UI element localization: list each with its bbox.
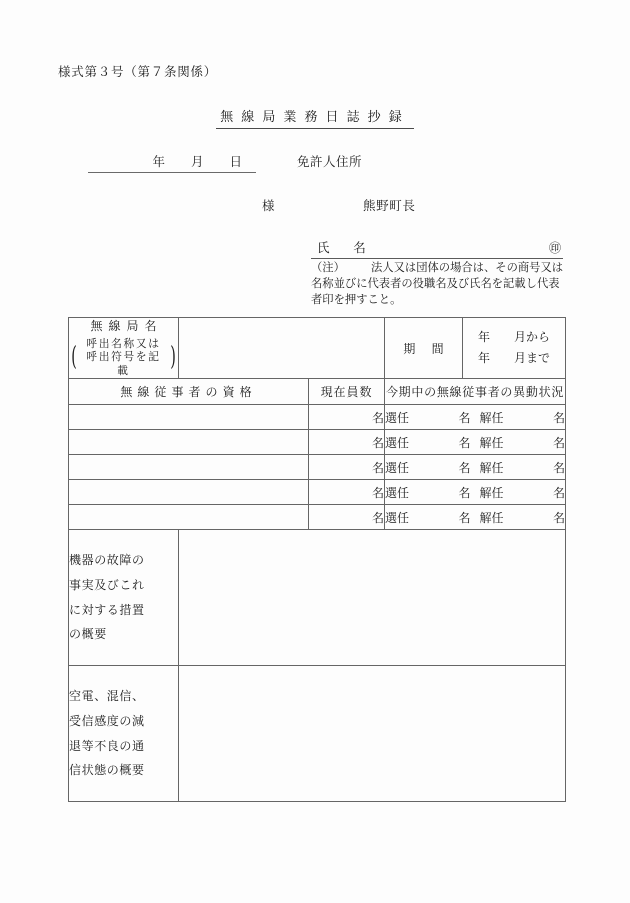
unit-person-label: 名 [371, 510, 384, 525]
dismiss-unit-label: 名 [552, 485, 565, 500]
current-count-cell[interactable] [309, 430, 385, 455]
current-count-cell[interactable] [309, 455, 385, 480]
dismiss-unit-label: 名 [552, 460, 565, 475]
appoint-unit-label: 名 [458, 485, 471, 500]
station-name-hint-line1: 呼出名称又は [86, 337, 161, 351]
table-row [69, 430, 566, 455]
narrative-label-line: 機器の故障の [69, 553, 145, 568]
seal-icon: ㊞ [548, 241, 561, 255]
narrative-label-line: 事実及びこれ [69, 577, 145, 592]
appoint-unit-label: 名 [458, 510, 471, 525]
changes-cell[interactable] [385, 480, 566, 505]
date-month-label: 月 [190, 154, 204, 169]
table-row [69, 455, 566, 480]
date-day-label: 日 [229, 154, 242, 169]
narrative-label-cell [69, 530, 179, 666]
current-count-cell[interactable] [309, 505, 385, 530]
data-rows-host [69, 405, 566, 802]
appoint-unit-label: 名 [458, 435, 471, 450]
changes-cell[interactable] [385, 430, 566, 455]
qualification-input[interactable] [69, 455, 309, 480]
appoint-label: 選任 [385, 435, 410, 450]
station-name-hint [69, 337, 178, 376]
narrative-label-line: 信状態の概要 [69, 763, 145, 778]
changes-cell[interactable] [385, 505, 566, 530]
period-value-cell[interactable] [463, 318, 566, 379]
unit-person-label: 名 [371, 410, 384, 425]
period-from: 年 月から [477, 330, 550, 344]
dismiss-unit-label: 名 [552, 435, 565, 450]
narrative-input[interactable] [179, 666, 566, 802]
licensee-address-label: 免許人住所 [297, 154, 363, 169]
narrative-label-line: の概要 [69, 627, 107, 642]
dismiss-label: 解任 [479, 460, 504, 475]
station-name-hint-line2: 呼出符号を記載 [86, 350, 161, 377]
bracket-left-icon: ( [71, 341, 77, 372]
narrative-label-line: 受信感度の減 [69, 713, 145, 728]
appoint-unit-label: 名 [458, 460, 471, 475]
table-row-subheaders [69, 379, 566, 405]
narrative-label-cell [69, 666, 179, 802]
name-field[interactable] [311, 238, 563, 259]
table-row-narrative [69, 530, 566, 666]
note-block [311, 260, 569, 308]
dismiss-unit-label: 名 [552, 510, 565, 525]
issuer-name: 熊野町長 [363, 198, 416, 213]
narrative-label-line: 空電、混信、 [69, 689, 145, 704]
dismiss-unit-label: 名 [552, 410, 565, 425]
narrative-input[interactable] [179, 530, 566, 666]
appoint-label: 選任 [385, 460, 410, 475]
narrative-label-line: に対する措置 [69, 602, 145, 617]
unit-person-label: 名 [371, 485, 384, 500]
qualification-input[interactable] [69, 405, 309, 430]
table-row-narrative [69, 666, 566, 802]
table-row [69, 405, 566, 430]
dismiss-label: 解任 [479, 510, 504, 525]
column-header-qualification: 無線従事者の資格 [69, 379, 309, 405]
station-name-label: 無線局名 [90, 319, 163, 334]
dismiss-label: 解任 [479, 435, 504, 450]
column-header-changes: 今期中の無線従事者の異動状況 [385, 379, 566, 405]
station-name-label-cell [69, 318, 179, 379]
appoint-unit-label: 名 [458, 410, 471, 425]
current-count-cell[interactable] [309, 480, 385, 505]
form-code: 様式第３号（第７条関係） [58, 64, 218, 79]
date-field[interactable] [88, 152, 256, 173]
qualification-input[interactable] [69, 505, 309, 530]
table-row-station [69, 318, 566, 379]
unit-person-label: 名 [371, 435, 384, 450]
period-to: 年 月まで [477, 351, 550, 365]
appoint-label: 選任 [385, 510, 410, 525]
period-label: 期間 [403, 341, 460, 356]
period-label-cell [385, 318, 463, 379]
station-name-input[interactable] [179, 318, 385, 379]
dismiss-label: 解任 [479, 485, 504, 500]
note-marker: （注） [311, 261, 345, 274]
changes-cell[interactable] [385, 405, 566, 430]
appoint-label: 選任 [385, 410, 410, 425]
page-title-wrapper [0, 106, 630, 129]
qualification-input[interactable] [69, 480, 309, 505]
main-form-table [68, 317, 566, 802]
changes-cell[interactable] [385, 455, 566, 480]
honorific-label: 様 [262, 198, 275, 213]
bracket-right-icon: ) [170, 341, 176, 372]
appoint-label: 選任 [385, 485, 410, 500]
date-year-label: 年 [152, 154, 165, 169]
table-row [69, 505, 566, 530]
narrative-label-line: 退等不良の通 [69, 738, 145, 753]
table-row [69, 480, 566, 505]
current-count-cell[interactable] [309, 405, 385, 430]
dismiss-label: 解任 [479, 410, 504, 425]
note-text: 法人又は団体の場合は、その商号又は名称並びに代表者の役職名及び氏名を記載し代表者印を押すこと。 [311, 261, 564, 307]
qualification-input[interactable] [69, 430, 309, 455]
name-label: 氏 名 [317, 240, 372, 255]
column-header-current-count: 現在員数 [309, 379, 385, 405]
unit-person-label: 名 [371, 460, 384, 475]
page-title: 無線局業務日誌抄録 [216, 106, 414, 129]
